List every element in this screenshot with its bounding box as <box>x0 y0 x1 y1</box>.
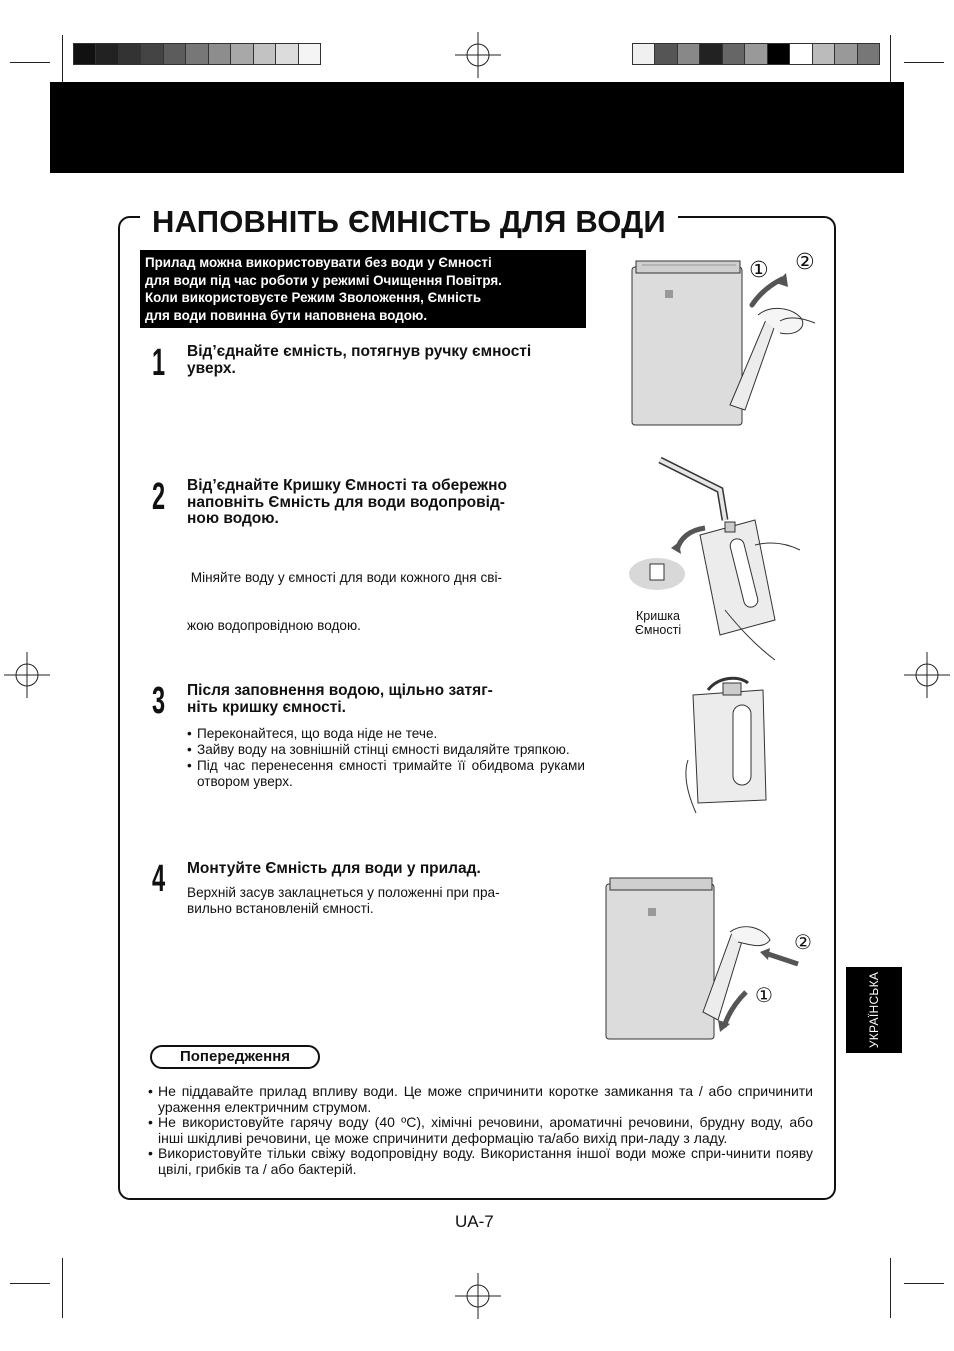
cap-caption-line: Кришка <box>636 609 680 623</box>
illustration-tighten-cap <box>678 665 788 815</box>
step-2-heading <box>187 478 587 528</box>
cap-caption-line: Ємності <box>634 623 682 637</box>
warning-label: Попередження <box>150 1045 320 1069</box>
notice-line: для води повинна бути наповнена водою. <box>145 307 428 323</box>
step-4-body-line: вильно встановленій ємності. <box>187 901 374 916</box>
step-1-heading-line: уверх. <box>187 359 236 377</box>
page-number: UA-7 <box>455 1212 494 1231</box>
notice-box <box>140 250 586 328</box>
circle-label-1: ① <box>749 257 769 282</box>
step-4-number: 4 <box>152 858 166 900</box>
warning-item: • Використовуйте тільки свіжу водопровідну воду. Використання іншої води може спри-чинити появу цвілі, грибків та / або бактерій. <box>148 1146 813 1177</box>
notice-line: Прилад можна використовувати без води у Ємності <box>145 255 492 270</box>
step-3-bullet: • Зайву воду на зовнішній стінці ємності видаляйте тряпкою. <box>187 742 585 758</box>
step-2-number: 2 <box>152 476 166 518</box>
warning-item: • Не піддавайте прилад впливу води. Це може спричинити коротке замикання та / або спричинити ураження електричним струмом. <box>148 1084 813 1115</box>
language-tab-label: УКРАЇНСЬКА <box>867 971 881 1049</box>
circle-label-1-install: ① <box>755 985 773 1007</box>
step-1-number: 1 <box>152 342 166 384</box>
step-3-heading <box>187 683 587 716</box>
gray-scale-bar-right <box>632 43 880 65</box>
step-2-heading-line: Від’єднайте Кришку Ємності та обережно <box>187 477 507 494</box>
step-3-bullet: • Переконайтеся, що вода ніде не тече. <box>187 726 585 742</box>
page-title: НАПОВНІТЬ ЄМНІСТЬ ДЛЯ ВОДИ <box>140 202 678 242</box>
step-4-heading <box>187 861 587 878</box>
step-2-heading-line: ною водою. <box>187 510 279 527</box>
step-2-body <box>187 538 582 650</box>
illustration-remove-tank <box>620 245 820 430</box>
step-1-heading <box>187 344 587 377</box>
step-2-body-line: жою водопровідною водою. <box>187 618 361 633</box>
cap-caption <box>630 609 686 637</box>
step-1-heading-line: Від’єднайте ємність, потягнув ручку ємності <box>187 343 532 360</box>
notice-line: для води під час роботи у режимі Очищення Повітря. <box>145 272 502 288</box>
language-tab <box>846 967 902 1053</box>
step-4-body <box>187 885 582 917</box>
header-bar <box>50 82 904 173</box>
step-2-body-line: Міняйте воду у ємності для води кожного дня сві- <box>187 570 503 585</box>
step-2-heading-line: наповніть Ємність для води водопровід- <box>187 493 505 511</box>
step-3-number: 3 <box>152 680 166 722</box>
step-4-heading-line: Монтуйте Ємність для води у прилад. <box>187 860 481 877</box>
illustration-install-tank <box>598 872 813 1042</box>
circle-label-2-install: ② <box>794 932 812 954</box>
notice-line: Коли використовуєте Режим Зволоження, Ємність <box>145 290 482 305</box>
step-3-heading-line: ніть кришку ємності. <box>187 698 346 716</box>
step-3-heading-line: Після заповнення водою, щільно затяг- <box>187 682 493 699</box>
warning-list <box>148 1084 813 1177</box>
step-3-bullets <box>187 726 585 790</box>
step-3-bullet: • Під час перенесення ємності тримайте її обидвома руками отвором уверх. <box>187 758 585 790</box>
warning-item: • Не використовуйте гарячу воду (40 ºC), хімічні речовини, ароматичні речовини, брудну воду, або інші шкідливі речовини, це може спричинити деформацію та/або вихід при-ладу з ладу. <box>148 1115 813 1146</box>
gray-scale-bar-left <box>73 43 321 65</box>
circle-label-2: ② <box>795 249 815 274</box>
step-4-body-line: Верхній засув заклацнеться у положенні при пра- <box>187 885 500 900</box>
